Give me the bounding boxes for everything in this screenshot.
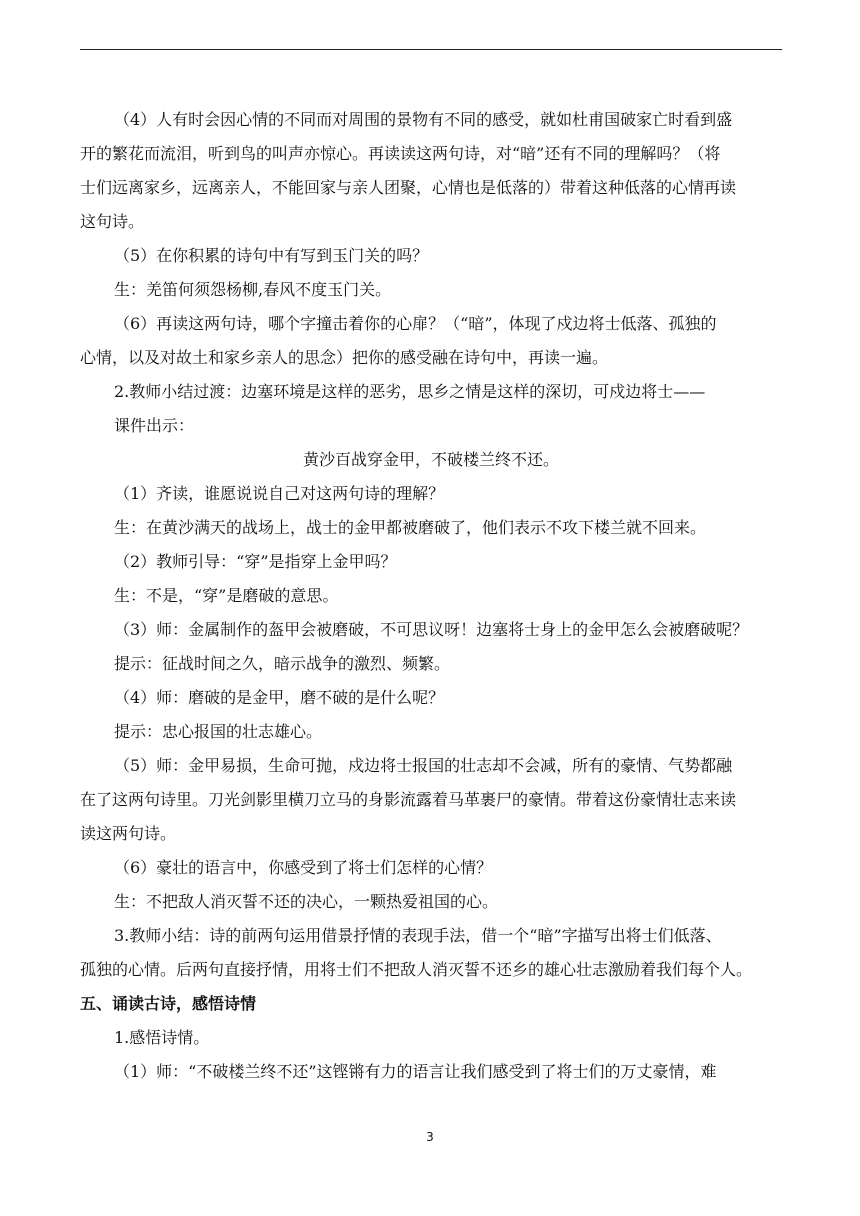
text-line: 这句诗。 <box>80 212 145 231</box>
text-line: （1）师：“不破楼兰终不还”这铿锵有力的语言让我们感受到了将士们的万丈豪情，难 <box>114 1062 717 1081</box>
text-line: 3.教师小结：诗的前两句运用借景抒情的表现手法，借一个“暗”字描写出将士们低落、 <box>114 926 722 945</box>
header-rule <box>80 49 782 50</box>
text-line: （3）师：金属制作的盔甲会被磨破，不可思议呀！边塞将士身上的金甲怎么会被磨破呢？ <box>114 620 749 639</box>
text-line: 生：羌笛何须怨杨柳,春风不度玉门关。 <box>114 280 392 299</box>
text-line: 孤独的心情。后两句直接抒情，用将士们不把敌人消灭誓不还乡的雄心壮志激励着我们每个人。 <box>80 960 753 979</box>
text-line: 课件出示： <box>114 416 195 435</box>
text-line: 士们远离家乡，远离亲人，不能回家与亲人团聚，心情也是低落的）带着这种低落的心情再读 <box>80 178 737 197</box>
text-line: （1）齐读，谁愿说说自己对这两句诗的理解？ <box>114 484 445 503</box>
text-line: 1.感悟诗情。 <box>114 1028 210 1047</box>
text-line: 提示：征战时间之久，暗示战争的激烈、频繁。 <box>114 654 451 673</box>
page-number: 3 <box>426 1130 434 1144</box>
text-line: （5）师：金甲易损，生命可抛，戍边将士报国的壮志却不会减，所有的豪情、气势都融 <box>114 756 733 775</box>
text-line: 读这两句诗。 <box>80 824 177 843</box>
text-line: 心情，以及对故土和家乡亲人的思念）把你的感受融在诗句中，再读一遍。 <box>80 348 609 367</box>
text-line: （6）再读这两句诗，哪个字撞击着你的心扉？（“暗”，体现了戍边将士低落、孤独的 <box>114 314 717 333</box>
text-line: 2.教师小结过渡：边塞环境是这样的恶劣，思乡之情是这样的深切，可戍边将士—— <box>114 382 706 401</box>
text-line: （5）在你积累的诗句中有写到玉门关的吗？ <box>114 246 429 265</box>
text-line: （6）豪壮的语言中，你感受到了将士们怎样的心情？ <box>114 858 493 877</box>
text-line: 黄沙百战穿金甲，不破楼兰终不还。 <box>302 450 559 469</box>
text-line: 开的繁花而流泪，听到鸟的叫声亦惊心。再读读这两句诗，对“暗”还有不同的理解吗？（将 <box>80 144 721 163</box>
section-heading: 五、诵读古诗，感悟诗情 <box>80 994 257 1013</box>
text-line: （4）师：磨破的是金甲，磨不破的是什么呢？ <box>114 688 445 707</box>
text-line: 生：不是，“穿”是磨破的意思。 <box>114 586 339 605</box>
text-line: 生：不把敌人消灭誓不还的决心，一颗热爱祖国的心。 <box>114 892 499 911</box>
text-line: 生：在黄沙满天的战场上，战士的金甲都被磨破了，他们表示不攻下楼兰就不回来。 <box>114 518 707 537</box>
text-line: （4）人有时会因心情的不同而对周围的景物有不同的感受，就如杜甫国破家亡时看到盛 <box>114 110 733 129</box>
text-line: （2）教师引导：“穿”是指穿上金甲吗？ <box>114 552 397 571</box>
text-line: 在了这两句诗里。刀光剑影里横刀立马的身影流露着马革裹尸的豪情。带着这份豪情壮志来读 <box>80 790 737 809</box>
text-line: 提示：忠心报国的壮志雄心。 <box>114 722 323 741</box>
document-body <box>80 103 782 1089</box>
